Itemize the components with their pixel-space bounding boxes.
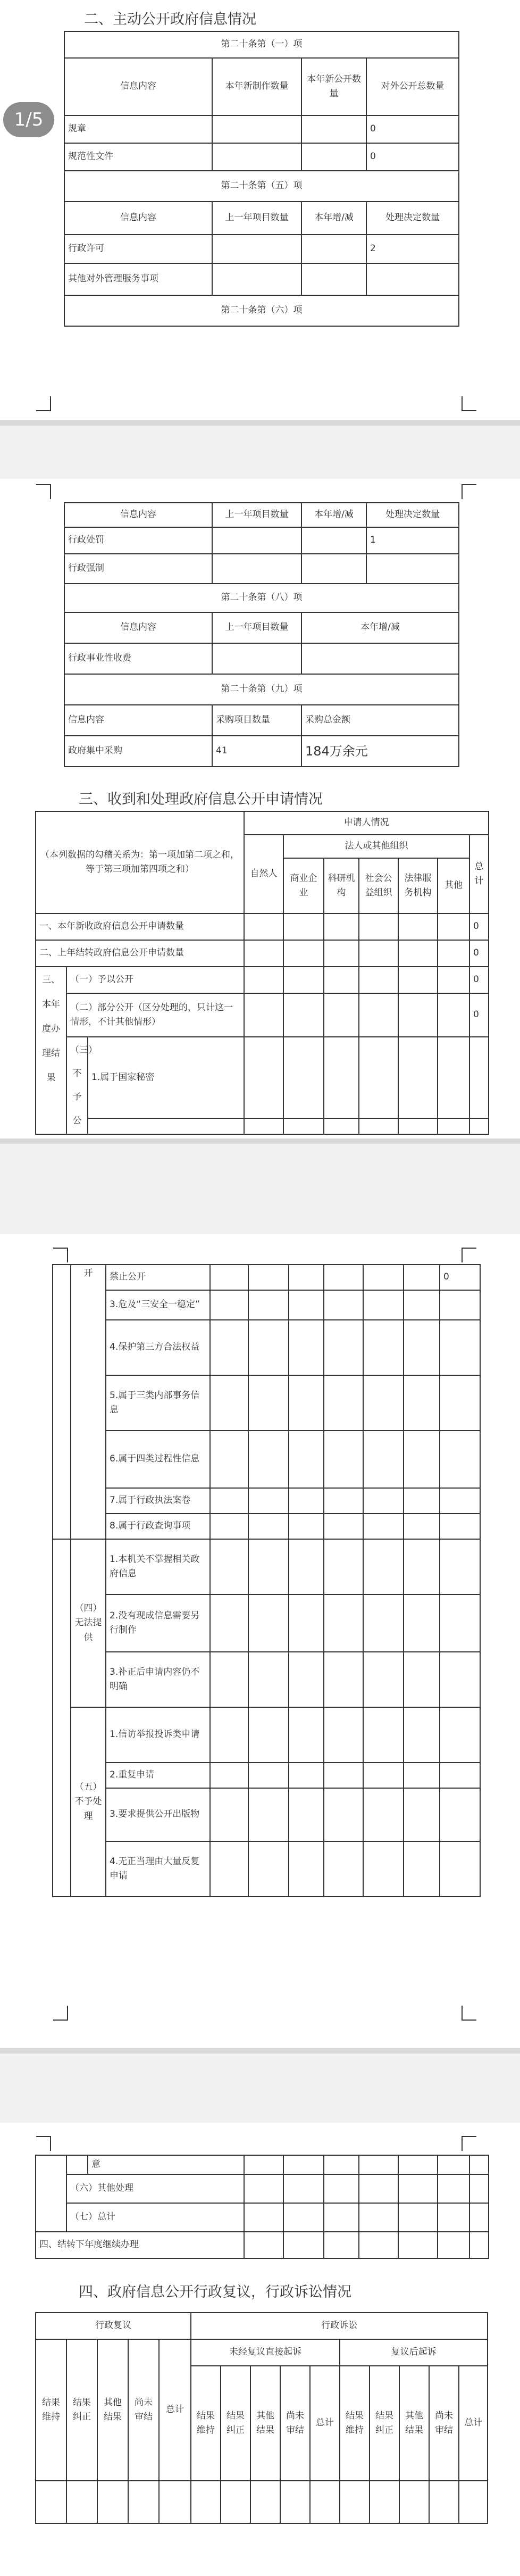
crop-mark [462, 2006, 476, 2021]
proactive-disclosure-table [64, 31, 459, 327]
partial-total: 0 [469, 993, 489, 1037]
normative-docs-total: 0 [366, 143, 459, 171]
after-total: 总计 [459, 2366, 488, 2481]
applicant-header: 申请人情况 [244, 811, 489, 835]
section4-title: 四、政府信息公开行政复议，行政诉讼情况 [79, 2284, 351, 2300]
review-upheld: 结果维持 [36, 2339, 66, 2481]
art20-5-title: 第二十条第（五）项 [64, 171, 459, 202]
crop-mark [36, 484, 51, 499]
total-header: 总计 [469, 835, 489, 913]
row-admin-enforcement: 行政强制 [64, 554, 212, 584]
crop-mark [36, 2136, 51, 2151]
procurement-amount: 184万余元 [301, 736, 459, 767]
direct-pending: 尚未审结 [280, 2366, 310, 2481]
page-indicator[interactable]: 1/5 [3, 102, 54, 137]
after-upheld: 结果维持 [340, 2366, 370, 2481]
application-handling-table [35, 811, 489, 1135]
col-procurement-count: 采购项目数量 [212, 705, 301, 736]
row-prohibited: 禁止公开 [106, 1265, 210, 1290]
col-info-content: 信息内容 [64, 612, 212, 643]
row-need-production: 2.没有现成信息需要另行制作 [106, 1594, 210, 1652]
row-other-services: 其他对外管理服务事项 [64, 263, 212, 295]
legal-person-header: 法人或其他组织 [283, 835, 469, 858]
row-regulations: 规章 [64, 115, 212, 143]
col-info-content: 信息内容 [64, 58, 212, 115]
row-third-party: 4.保护第三方合法权益 [106, 1320, 210, 1375]
results-side-end [36, 2155, 66, 2232]
col-total-published: 对外公开总数量 [366, 58, 459, 115]
page-separator [0, 1139, 520, 1144]
row-not-held: 1.本机关不掌握相关政府信息 [106, 1539, 210, 1594]
col-prev-year-count: 上一年项目数量 [212, 503, 301, 527]
row-new-applications: 一、本年新收政府信息公开申请数量 [36, 913, 244, 940]
row-state-secret: 1.属于国家秘密 [88, 1037, 244, 1118]
prohibited-total: 0 [440, 1265, 480, 1290]
results-side-label: 三、 本年 度办 理结 果 [36, 967, 66, 1134]
col-decisions: 处理决定数量 [366, 503, 459, 527]
procurement-count: 41 [212, 736, 301, 767]
row-duplicate: 2.重复申请 [106, 1763, 210, 1788]
page-separator [0, 420, 520, 426]
row-admin-license: 行政许可 [64, 235, 212, 263]
review-pending: 尚未审结 [128, 2339, 159, 2481]
row-petition: 1.信访举报投诉类申请 [106, 1707, 210, 1763]
direct-corrected: 结果纠正 [221, 2366, 250, 2481]
proactive-disclosure-table-cont [64, 502, 459, 767]
row-carried-applications: 二、上年结转政府信息公开申请数量 [36, 940, 244, 967]
row-other-handling: （六）其他处理 [66, 2174, 244, 2203]
row-admin-penalty: 行政处罚 [64, 527, 212, 554]
row-enforcement-files: 7.属于行政执法案卷 [106, 1488, 210, 1514]
row-carry-forward: 四、结转下年度继续办理 [36, 2232, 244, 2258]
row-admin-fees: 行政事业性收费 [64, 643, 212, 674]
direct-upheld: 结果维持 [191, 2366, 221, 2481]
row-unclear: 3.补正后申请内容仍不明确 [106, 1652, 210, 1707]
commercial-header: 商业企业 [283, 858, 324, 913]
page-gap [0, 420, 520, 479]
row-three-security: 3.危及“三安全一稳定” [106, 1290, 210, 1320]
col-change: 本年增/减 [301, 612, 459, 643]
litigation-header: 行政诉讼 [191, 2313, 488, 2339]
col-info-content: 信息内容 [64, 503, 212, 527]
row-internal-affairs: 5.属于三类内部事务信息 [106, 1375, 210, 1431]
col-procurement-amount: 采购总金额 [301, 705, 459, 736]
crop-mark [462, 484, 476, 499]
row-cont-text: 意 [88, 2155, 244, 2174]
new-applications-total: 0 [469, 913, 489, 940]
other-header: 其他 [438, 858, 469, 913]
group-unable-label: （四）无法提供 [71, 1539, 106, 1707]
legal-service-header: 法律服务机构 [398, 858, 438, 913]
col-new-published: 本年新公开数量 [301, 58, 366, 115]
art20-9-title: 第二十条第（九）项 [64, 674, 459, 705]
disclosed-total: 0 [469, 967, 489, 993]
after-other: 其他结果 [399, 2366, 429, 2481]
results-side-cont [53, 1539, 71, 1897]
col-decisions: 处理决定数量 [366, 202, 459, 235]
direct-total: 总计 [310, 2366, 340, 2481]
row-normative-docs: 规范性文件 [64, 143, 212, 171]
review-header: 行政复议 [36, 2313, 191, 2339]
col-prev-year-count: 上一年项目数量 [212, 612, 301, 643]
group-not-handled-label: （五）不予处理 [71, 1707, 106, 1897]
logic-note: （本列数据的勾稽关系为：第一项加第二项之和，等于第三项加第四项之和） [36, 811, 244, 913]
admin-penalty-count: 1 [366, 527, 459, 554]
social-welfare-header: 社会公益组织 [359, 858, 398, 913]
not-disclosed-side-label: （三） 不予公 [66, 1037, 88, 1134]
row-gov-procurement: 政府集中采购 [64, 736, 212, 767]
after-corrected: 结果纠正 [370, 2366, 399, 2481]
application-handling-table-cont [52, 1264, 481, 1897]
page-separator [0, 2048, 520, 2054]
natural-person-header: 自然人 [244, 835, 283, 913]
regulations-total: 0 [366, 115, 459, 143]
crop-mark [53, 1248, 68, 1262]
section2-title: 二、主动公开政府信息情况 [84, 11, 256, 28]
page-gap [0, 1139, 520, 1234]
admin-license-count: 2 [366, 235, 459, 263]
row-results-total: （七）总计 [66, 2203, 244, 2232]
review-litigation-table [35, 2312, 488, 2524]
art20-8-title: 第二十条第（八）项 [64, 584, 459, 612]
art20-6-title: 第二十条第（六）项 [64, 295, 459, 326]
crop-mark [462, 396, 476, 411]
row-process-info: 6.属于四类过程性信息 [106, 1431, 210, 1488]
crop-mark [36, 396, 51, 411]
crop-mark [462, 2136, 476, 2151]
not-disclosed-side-cont [53, 1265, 71, 1539]
research-header: 科研机构 [324, 858, 359, 913]
direct-other: 其他结果 [250, 2366, 280, 2481]
crop-mark [462, 1248, 476, 1262]
col-new-made: 本年新制作数量 [212, 58, 301, 115]
row-partial: （二）部分公开（区分处理的，只计这一情形，不计其他情形） [66, 993, 244, 1037]
col-change: 本年增/减 [301, 503, 366, 527]
col-info-content: 信息内容 [64, 202, 212, 235]
row-disclosed: （一）予以公开 [66, 967, 244, 993]
col-info-content: 信息内容 [64, 705, 212, 736]
after-review-header: 复议后起诉 [340, 2339, 488, 2366]
carried-applications-total: 0 [469, 940, 489, 967]
direct-suit-header: 未经复议直接起诉 [191, 2339, 340, 2366]
crop-mark [53, 2006, 68, 2021]
open-label: 开 [71, 1265, 106, 1539]
col-change: 本年增/减 [301, 202, 366, 235]
review-total: 总计 [159, 2339, 191, 2481]
after-pending: 尚未审结 [429, 2366, 459, 2481]
review-corrected: 结果纠正 [66, 2339, 97, 2481]
application-handling-table-end [35, 2155, 489, 2259]
art20-1-title: 第二十条第（一）项 [64, 31, 459, 58]
page-gap [0, 2048, 520, 2123]
col-prev-year-count: 上一年项目数量 [212, 202, 301, 235]
row-admin-query: 8.属于行政查询事项 [106, 1514, 210, 1539]
row-publications: 3.要求提供公开出版物 [106, 1788, 210, 1841]
section3-title: 三、收到和处理政府信息公开申请情况 [79, 791, 323, 808]
review-other: 其他结果 [97, 2339, 128, 2481]
row-repeated-mass: 4.无正当理由大量反复申请 [106, 1841, 210, 1897]
